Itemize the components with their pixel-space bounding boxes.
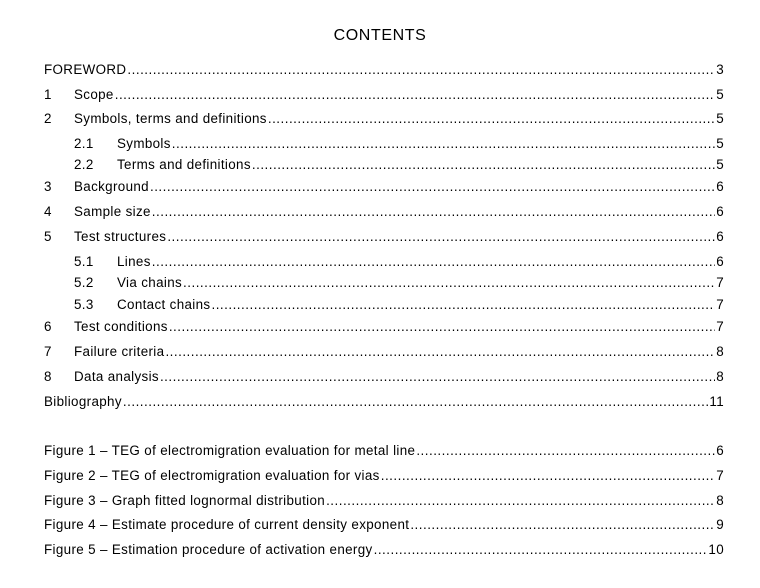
toc-entry-label: Symbols, terms and definitions: [74, 111, 267, 126]
toc-entry-number: 5.2: [74, 275, 94, 290]
figure-entry-label: Figure 1 – TEG of electromigration evaluation for metal line: [44, 443, 416, 458]
toc-entry-symbols[interactable]: [74, 136, 724, 154]
dot-leader: [115, 87, 715, 102]
toc-entry-label: Symbols: [117, 136, 171, 151]
toc-entry-scope[interactable]: [44, 87, 724, 105]
toc-entry-number: 2.2: [74, 157, 94, 172]
toc-entry-page: 11: [709, 394, 724, 409]
dot-leader: [150, 179, 715, 194]
toc-entry-failure-criteria[interactable]: [44, 344, 724, 362]
toc-entry-data-analysis[interactable]: [44, 369, 724, 387]
figure-entry-page: 8: [716, 493, 724, 508]
dot-leader: [127, 62, 715, 77]
toc-entry-label: Test structures: [74, 229, 167, 244]
toc-entry-page: 6: [716, 254, 724, 269]
figure-entry-2[interactable]: [44, 468, 724, 486]
dot-leader: [169, 319, 715, 334]
toc-entry-page: 7: [716, 319, 724, 334]
toc-entry-number: 1: [44, 87, 52, 102]
dot-leader: [152, 204, 715, 219]
dot-leader: [172, 136, 715, 151]
toc-entry-page: 3: [716, 62, 724, 77]
toc-entry-terms-definitions[interactable]: [74, 157, 724, 175]
toc-entry-page: 7: [716, 275, 724, 290]
toc-entry-page: 8: [716, 344, 724, 359]
toc-entry-page: 5: [716, 87, 724, 102]
toc-entry-number: 7: [44, 344, 52, 359]
toc-entry-page: 6: [716, 229, 724, 244]
toc-entry-label: Failure criteria: [74, 344, 165, 359]
dot-leader: [165, 344, 715, 359]
dot-leader: [183, 275, 715, 290]
figure-entry-5[interactable]: [44, 542, 724, 560]
dot-leader: [152, 254, 715, 269]
toc-entry-symbols-terms[interactable]: [44, 111, 724, 129]
toc-entry-test-conditions[interactable]: [44, 319, 724, 337]
dot-leader: [326, 493, 715, 508]
figure-entry-3[interactable]: [44, 493, 724, 511]
toc-entry-label: Test conditions: [74, 319, 168, 334]
figure-entry-page: 10: [708, 542, 724, 557]
dot-leader: [381, 468, 715, 483]
toc-entry-label: Bibliography: [44, 394, 122, 409]
toc-entry-via-chains[interactable]: [74, 275, 724, 293]
toc-entry-sample-size[interactable]: [44, 204, 724, 222]
figure-entry-page: 6: [716, 443, 724, 458]
toc-entry-number: 3: [44, 179, 52, 194]
toc-entry-label: Contact chains: [117, 297, 211, 312]
toc-entry-foreword[interactable]: [44, 62, 724, 80]
toc-entry-label: Background: [74, 179, 149, 194]
figure-entry-label: Figure 3 – Graph fitted lognormal distribution: [44, 493, 326, 508]
toc-entry-label: Data analysis: [74, 369, 159, 384]
toc-entry-page: 5: [716, 136, 724, 151]
page-title: CONTENTS: [333, 27, 427, 44]
figure-entry-label: Figure 2 – TEG of electromigration evaluation for vias: [44, 468, 380, 483]
dot-leader: [123, 394, 708, 409]
toc-entry-label: Terms and definitions: [117, 157, 251, 172]
toc-entry-number: 2: [44, 111, 52, 126]
dot-leader: [167, 229, 715, 244]
toc-entry-number: 2.1: [74, 136, 94, 151]
figure-entry-label: Figure 5 – Estimation procedure of activation energy: [44, 542, 373, 557]
toc-entry-page: 5: [716, 111, 724, 126]
toc-entry-label: Via chains: [117, 275, 183, 290]
toc-entry-label: Scope: [74, 87, 114, 102]
toc-entry-label: Sample size: [74, 204, 151, 219]
dot-leader: [252, 157, 715, 172]
dot-leader: [374, 542, 708, 557]
toc-entry-page: 6: [716, 204, 724, 219]
toc-entry-bibliography[interactable]: [44, 394, 724, 412]
toc-entry-label: FOREWORD: [44, 62, 127, 77]
toc-entry-number: 5.3: [74, 297, 94, 312]
toc-entry-page: 8: [716, 369, 724, 384]
dot-leader: [410, 517, 715, 532]
dot-leader: [160, 369, 715, 384]
figure-entry-page: 9: [716, 517, 724, 532]
toc-entry-label: Lines: [117, 254, 151, 269]
toc-entry-lines[interactable]: [74, 254, 724, 272]
toc-entry-number: 4: [44, 204, 52, 219]
figure-entry-label: Figure 4 – Estimate procedure of current density exponent: [44, 517, 410, 532]
dot-leader: [268, 111, 715, 126]
toc-entry-number: 6: [44, 319, 52, 334]
dot-leader: [416, 443, 715, 458]
toc-entry-contact-chains[interactable]: [74, 297, 724, 315]
toc-entry-test-structures[interactable]: [44, 229, 724, 247]
toc-entry-number: 5.1: [74, 254, 94, 269]
toc-entry-background[interactable]: [44, 179, 724, 197]
figure-entry-4[interactable]: [44, 517, 724, 535]
figure-entry-page: 7: [716, 468, 724, 483]
toc-entry-page: 5: [716, 157, 724, 172]
toc-entry-number: 8: [44, 369, 52, 384]
dot-leader: [211, 297, 715, 312]
figure-entry-1[interactable]: [44, 443, 724, 461]
toc-entry-page: 7: [716, 297, 724, 312]
toc-entry-page: 6: [716, 179, 724, 194]
toc-entry-number: 5: [44, 229, 52, 244]
